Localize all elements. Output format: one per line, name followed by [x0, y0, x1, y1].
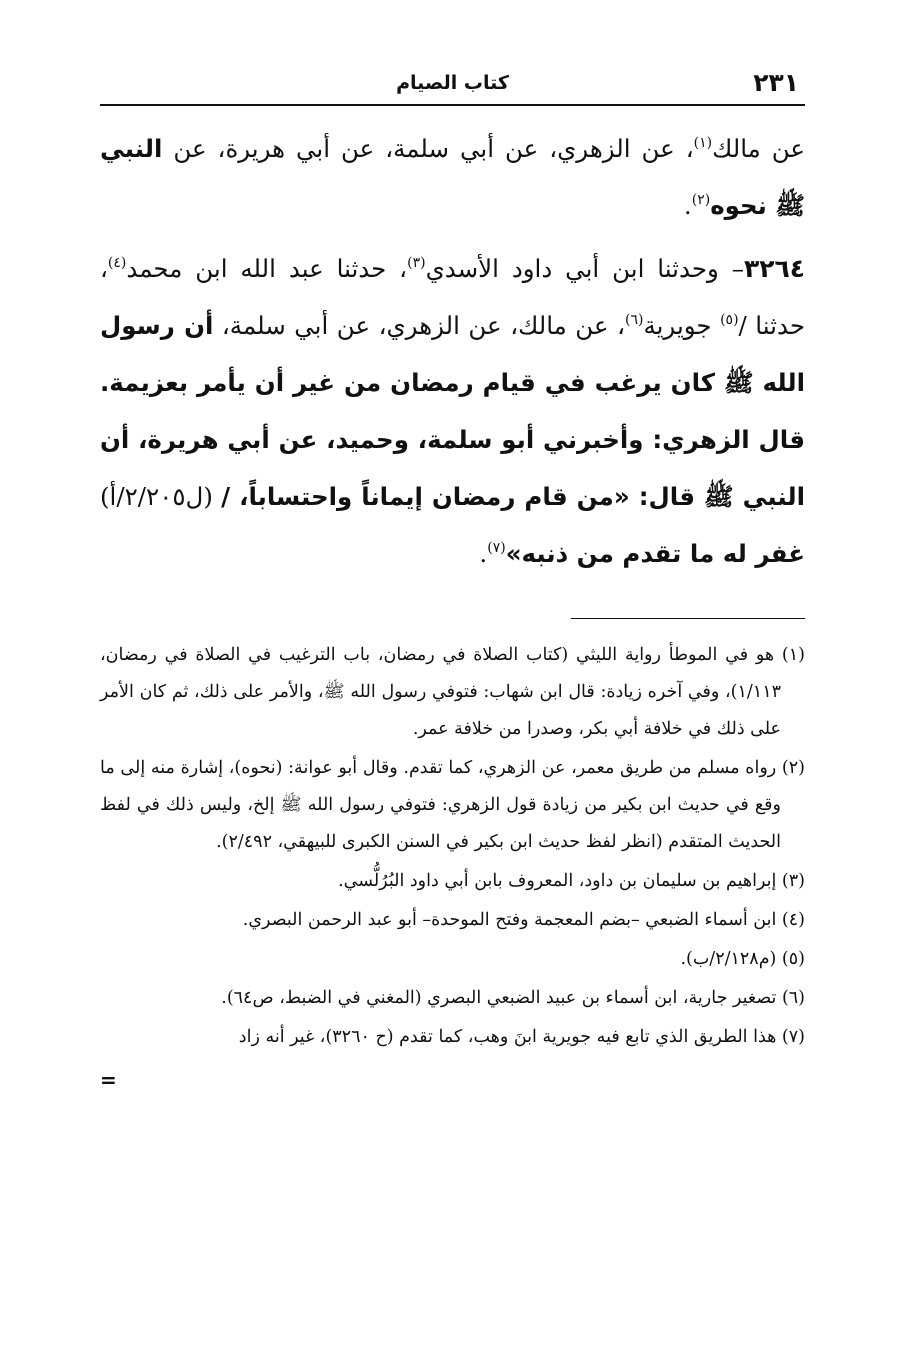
bold-text: أن رسول الله ﷺ كان يرغب في قيام رمضان من غير أن يأمر بعزيمة. قال الزهري: وأخبرني أبو سلمة، وحميد، عن أبي هريرة، أن النبي ﷺ قال: «من قام رمضان إيماناً واحتساباً، / — [100, 311, 805, 511]
text-segment: ، حدثنا عبد الله ابن محمد — [126, 254, 408, 283]
paragraph-1 — [100, 120, 805, 234]
footnote-ref-3[interactable]: (٣) — [407, 255, 426, 271]
page-number: ٢٣١ — [753, 68, 799, 97]
footnote-4: (٤) ابن أسماء الضبعي –بضم المعجمة وفتح الموحدة– أبو عبد الرحمن البصري. — [242, 910, 805, 930]
text-segment: . — [683, 191, 692, 220]
text-segment: ، عن مالك، عن الزهري، عن أبي سلمة، — [213, 311, 625, 340]
footnote-7: (٧) هذا الطريق الذي تابع فيه جويرية ابنَ وهب، كما تقدم (ح ٣٢٦٠)، غير أنه زاد — [238, 1027, 805, 1047]
text-segment: ، عن الزهري، عن أبي سلمة، عن أبي هريرة، عن — [162, 134, 694, 163]
bold-text: غفر له ما تقدم من ذنبه» — [505, 539, 805, 568]
footnote-3: (٣) إبراهيم بن سليمان بن داود، المعروف بابن أبي داود البُرُلُّسي. — [338, 871, 805, 891]
running-title: كتاب الصيام — [396, 72, 509, 94]
footnote-2: (٢) رواه مسلم من طريق معمر، عن الزهري، كما تقدم. وقال أبو عوانة: (نحوه)، إشارة منه إلى ما وقع في حديث ابن بكير من زيادة قول الزهري: فتوفي رسول الله ﷺ إلخ، وليس ذلك في لفظ الحديث المتقدم (انظر لفظ حديث ابن بكير في السنن الكبرى للبيهقي، ٢/٤٩٢). — [100, 758, 805, 852]
continuation-mark: = — [100, 1068, 117, 1092]
text-segment: . — [479, 539, 488, 568]
hadith-number: ٣٢٦٤ — [743, 254, 805, 283]
page-header — [100, 60, 805, 98]
footnote-ref-2[interactable]: (٢) — [691, 192, 711, 208]
footnote-1: (١) هو في الموطأ رواية الليثي (كتاب الصلاة في رمضان، باب الترغيب في الصلاة في رمضان، ١/١١٣)، وفي آخره زيادة: قال ابن شهاب: فتوفي رسول الله ﷺ، والأمر على ذلك، ثم كان الأمر على ذلك في خلافة أبي بكر، وصدرا من خلافة عمر. — [100, 645, 805, 739]
text-segment: ، حدثنا / — [100, 254, 805, 340]
footnote-5: (٥) (م٢/١٢٨/ب). — [680, 949, 805, 969]
text-segment: – وحدثنا ابن أبي داود الأسدي — [425, 254, 744, 283]
header-rule — [100, 104, 805, 106]
manuscript-reference: (ل٢/٢٠٥/أ) — [100, 482, 222, 511]
footnote-ref-5[interactable]: (٥) — [720, 312, 739, 328]
footnote-6: (٦) تصغير جارية، ابن أسماء بن عبيد الضبعي البصري (المغني في الضبط، ص٦٤). — [221, 988, 805, 1008]
footnote-separator — [571, 618, 805, 619]
footnote-ref-7[interactable]: (٧) — [487, 540, 506, 556]
footnote-ref-1[interactable]: (١) — [693, 135, 713, 151]
footnotes — [100, 637, 805, 1099]
paragraph-2 — [100, 240, 805, 582]
text-segment: عن مالك — [712, 134, 805, 163]
bold-text: النبي ﷺ نحوه — [100, 134, 805, 220]
text-segment: جويرية — [643, 311, 721, 340]
footnote-ref-4[interactable]: (٤) — [107, 255, 127, 271]
main-text — [100, 120, 805, 582]
footnote-ref-6[interactable]: (٦) — [625, 312, 644, 328]
